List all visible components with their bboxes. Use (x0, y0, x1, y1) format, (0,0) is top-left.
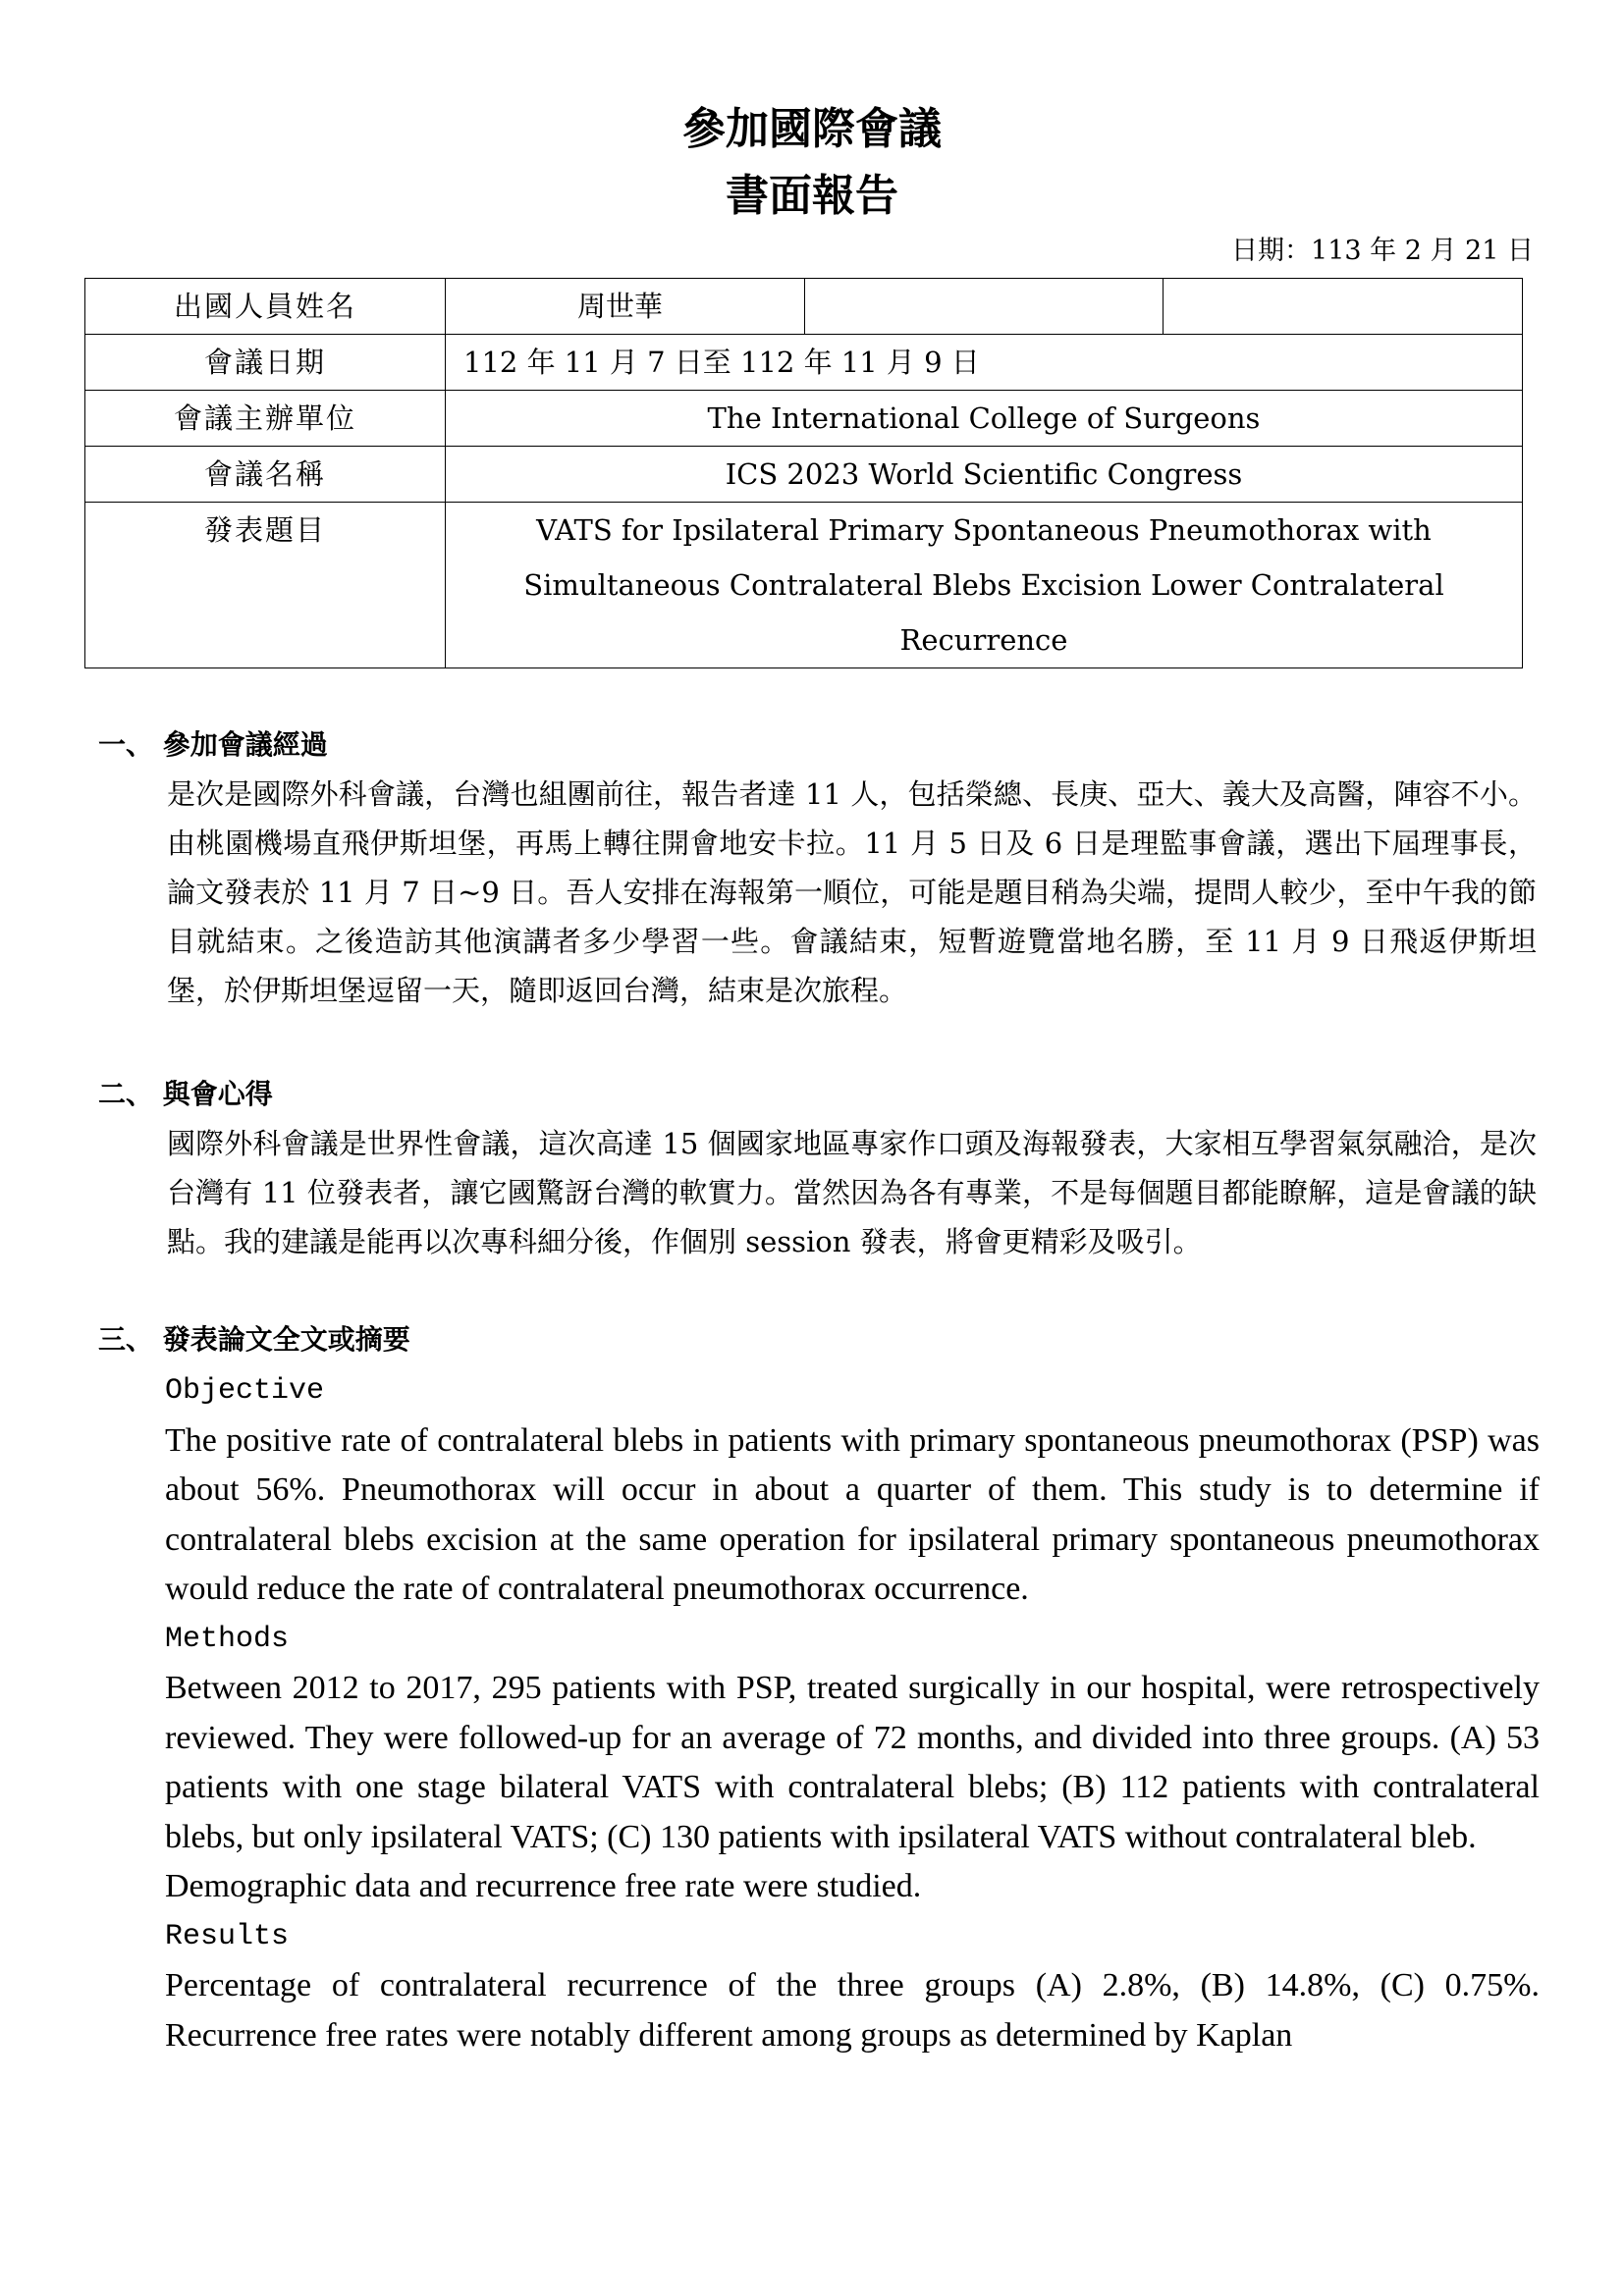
objective-heading: Objective (165, 1374, 325, 1408)
report-subtitle: 書面報告 (726, 171, 898, 221)
methods-text: Between 2012 to 2017, 295 patients with PSP, treated surgically in our hospital, were retrospectively reviewed. They were followed-up for an average of 72 months, and divided into three groups. (A) 53 patients with one stage bilateral VATS with contralateral blebs; (B) 112 patients with contralateral blebs, but only ipsilateral VATS; (C) 130 patients with ipsilateral VATS without contralateral bleb. (165, 1670, 1540, 1855)
section-body-2 (167, 1119, 1537, 1266)
results-text: Percentage of contralateral recurrence of the three groups (A) 2.8%, (B) 14.8%, (C) 0.75%. Recurrence free rates were notably different among groups as determined by Kaplan (165, 1967, 1540, 2054)
empty-cell (1164, 279, 1523, 335)
empty-cell (804, 279, 1164, 335)
organizer-label: 會議主辦單位 (85, 391, 446, 447)
conference-value: ICS 2023 World Scientific Congress (446, 447, 1523, 503)
dates-value: 112 年 11 月 7 日至 112 年 11 月 9 日 (446, 335, 1523, 391)
table-row (85, 335, 1523, 391)
conference-info-table (84, 278, 1523, 668)
section-heading-2: 二、 與會心得 (98, 1078, 273, 1110)
objective-text: The positive rate of contralateral blebs in patients with primary spontaneous pneumothorax (PSP) was about 56%. Pneumothorax will occur in about a quarter of them. This study is to determine if contralateral blebs excision at the same operation for ipsilateral primary spontaneous pneumothorax would reduce the rate of contralateral pneumothorax occurrence. (165, 1421, 1540, 1607)
organizer-value: The International College of Surgeons (446, 391, 1523, 447)
paragraph: 國際外科會議是世界性會議，這次高達 15 個國家地區專家作口頭及海報發表，大家相互學習氣氛融洽，是次台灣有 11 位發表者，讓它國驚訝台灣的軟實力。當然因為各有專業，不是每個題目都能瞭解，這是會議的缺點。我的建議是能再以次專科細分後，作個別 session 發表，將會更精彩及吸引。 (167, 1127, 1537, 1258)
abstract (165, 1366, 1540, 2060)
topic-line: VATS for Ipsilateral Primary Spontaneous Pneumothorax with (536, 513, 1432, 547)
section-heading-3: 三、 發表論文全文或摘要 (98, 1323, 410, 1356)
traveler-label: 出國人員姓名 (85, 279, 446, 335)
conference-label: 會議名稱 (85, 447, 446, 503)
topic-label: 發表題目 (85, 503, 446, 668)
section-body-1 (167, 770, 1537, 1015)
table-row (85, 447, 1523, 503)
results-heading: Results (165, 1919, 290, 1953)
table-row (85, 391, 1523, 447)
report-title: 參加國際會議 (682, 104, 942, 154)
topic-value (446, 503, 1523, 668)
section-heading-1: 一、 參加會議經過 (98, 728, 328, 761)
paragraph: 是次是國際外科會議，台灣也組團前往，報告者達 11 人，包括榮總、長庚、亞大、義大及高醫，陣容不小。由桃園機場直飛伊斯坦堡，再馬上轉往開會地安卡拉。11 月 5 日及 6 日是理監事會議，選出下屆理事長，論文發表於 11 月 7 日~9 日。吾人安排在海報第一順位，可能是題目稍為尖端，提問人較少，至中午我的節目就結束。之後造訪其他演講者多少學習一些。會議結束，短暫遊覽當地名勝，至 11 月 9 日飛返伊斯坦堡，於伊斯坦堡逗留一天，隨即返回台灣，結束是次旅程。 (167, 777, 1537, 1007)
table-row (85, 503, 1523, 668)
table-row (85, 279, 1523, 335)
traveler-name: 周世華 (446, 279, 805, 335)
methods-text-2: Demographic data and recurrence free rate were studied. (165, 1868, 922, 1904)
dates-label: 會議日期 (85, 335, 446, 391)
methods-heading: Methods (165, 1622, 290, 1656)
report-date: 日期：113 年 2 月 21 日 (1231, 236, 1534, 266)
topic-line: Simultaneous Contralateral Blebs Excision Lower Contralateral (523, 568, 1444, 602)
topic-line: Recurrence (899, 623, 1068, 657)
